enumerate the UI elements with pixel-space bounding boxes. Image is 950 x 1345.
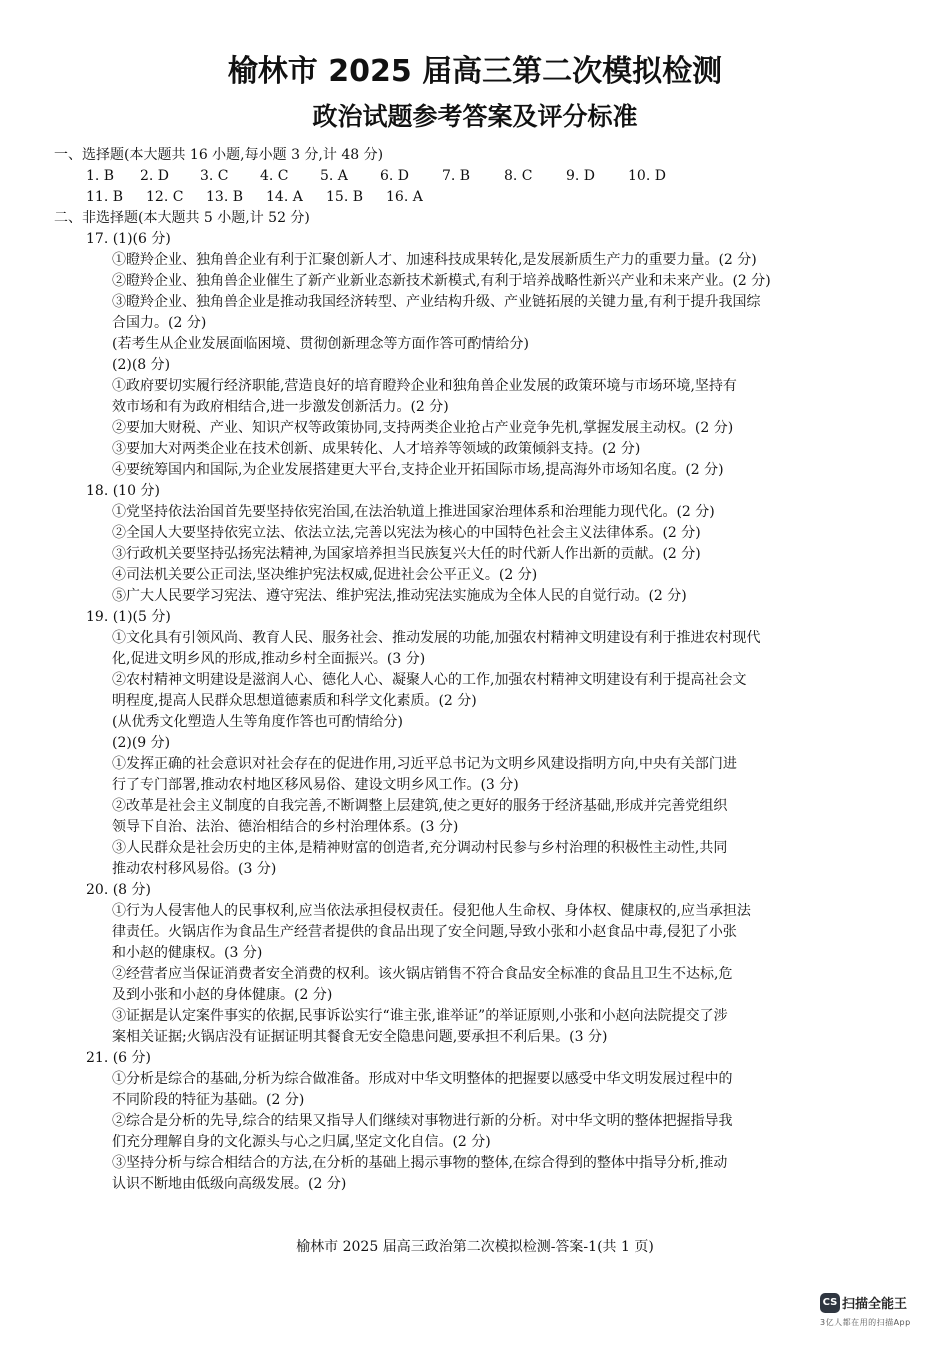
answer: 7. B [442,168,471,184]
answer-line: ①政府要切实履行经济职能,营造良好的培育瞪羚企业和独角兽企业发展的政策环境与市场环境,坚持有 [112,378,737,394]
answer-line: ②经营者应当保证消费者安全消费的权利。该火锅店销售不符合食品安全标准的食品且卫生不达标,危 [112,966,733,982]
q17-part1-heading: 17. (1)(6 分) [86,231,171,247]
answer-line: ④要统筹国内和国际,为企业发展搭建更大平台,支持企业开拓国际市场,提高海外市场知名度。(2 分) [112,462,724,478]
section2-heading: 二、非选择题(本大题共 5 小题,计 52 分) [54,210,310,226]
answer-line: ②农村精神文明建设是滋润人心、德化人心、凝聚人心的工作,加强农村精神文明建设有利于提高社会文 [112,672,747,688]
answer: 3. C [200,168,229,184]
answer: 14. A [266,189,303,205]
answer-line: ③证据是认定案件事实的依据,民事诉讼实行“谁主张,谁举证”的举证原则,小张和小赵向法院提交了涉 [112,1008,728,1024]
answer-line: ②改革是社会主义制度的自我完善,不断调整上层建筑,使之更好的服务于经济基础,形成并完善党组织 [112,798,728,814]
camscanner-logo-icon: CS [820,1293,840,1313]
answer-line: ⑤广大人民要学习宪法、遵守宪法、维护宪法,推动宪法实施成为全体人民的自觉行动。(2 分) [112,588,687,604]
answer-line: ③行政机关要坚持弘扬宪法精神,为国家培养担当民族复兴大任的时代新人作出新的贡献。(2 分) [112,546,701,562]
answer-line: 领导下自治、法治、德治相结合的乡村治理体系。(3 分) [112,819,459,835]
q20-heading: 20. (8 分) [86,882,151,898]
answer-line: 不同阶段的特征为基础。(2 分) [112,1092,305,1108]
scoring-note: (若考生从企业发展面临困境、贯彻创新理念等方面作答可酌情给分) [112,336,529,352]
answer: 13. B [206,189,244,205]
answer-line: ③坚持分析与综合相结合的方法,在分析的基础上揭示事物的整体,在综合得到的整体中指导分析,推动 [112,1155,728,1171]
answer-line: 律责任。火锅店作为食品生产经营者提供的食品出现了安全问题,导致小张和小赵食品中毒,侵犯了小张 [112,924,737,940]
answer-line: 化,促进文明乡风的形成,推动乡村全面振兴。(3 分) [112,651,426,667]
answer-line: ③瞪羚企业、独角兽企业是推动我国经济转型、产业结构升级、产业链拓展的关键力量,有利于提升我国综 [112,294,761,310]
answer-line: ③要加大对两类企业在技术创新、成果转化、人才培养等领域的政策倾斜支持。(2 分) [112,441,641,457]
answer-line: 认识不断地由低级向高级发展。(2 分) [112,1176,347,1192]
answer-line: 案相关证据;火锅店没有证据证明其餐食无安全隐患问题,要承担不利后果。(3 分) [112,1029,608,1045]
answer-line: ①党坚持依法治国首先要坚持依宪治国,在法治轨道上推进国家治理体系和治理能力现代化。(2 分) [112,504,715,520]
answer-line: 推动农村移风易俗。(3 分) [112,861,277,877]
answer-line: 和小赵的健康权。(3 分) [112,945,263,961]
answer: 6. D [380,168,410,184]
answer-line: 行了专门部署,推动农村地区移风易俗、建设文明乡风工作。(3 分) [112,777,519,793]
answer: 1. B [86,168,115,184]
answer: 11. B [86,189,124,205]
answer-line: 合国力。(2 分) [112,315,207,331]
answer: 8. C [504,168,533,184]
answer: 5. A [320,168,348,184]
answer-line: ①发挥正确的社会意识对社会存在的促进作用,习近平总书记为文明乡风建设指明方向,中央有关部门进 [112,756,737,772]
answers-row-2 [86,187,446,208]
answer-line: ②综合是分析的先导,综合的结果又指导人们继续对事物进行新的分析。对中华文明的整体把握指导我 [112,1113,733,1129]
answer: 9. D [566,168,596,184]
answer-line: ①瞪羚企业、独角兽企业有利于汇聚创新人才、加速科技成果转化,是发展新质生产力的重要力量。(2 分) [112,252,757,268]
q19-part2-heading: (2)(9 分) [112,735,171,751]
watermark-slogan: 3亿人都在用的扫描App [820,1317,911,1327]
answer-line: ①分析是综合的基础,分析为综合做准备。形成对中华文明整体的把握要以感受中华文明发展过程中的 [112,1071,733,1087]
answer: 12. C [146,189,184,205]
page-title: 榆林市 2025 届高三第二次模拟检测 [227,54,723,89]
answer-line: ①文化具有引领风尚、教育人民、服务社会、推动发展的功能,加强农村精神文明建设有利于推进农村现代 [112,630,761,646]
q18-heading: 18. (10 分) [86,483,160,499]
answer-line: 明程度,提高人民群众思想道德素质和科学文化素质。(2 分) [112,693,477,709]
page-footer: 榆林市 2025 届高三政治第二次模拟检测-答案-1(共 1 页) [296,1239,654,1255]
watermark-app-name: 扫描全能王 [842,1297,908,1312]
answer: 16. A [386,189,423,205]
q21-heading: 21. (6 分) [86,1050,151,1066]
answer: 15. B [326,189,364,205]
page-subtitle: 政治试题参考答案及评分标准 [312,102,638,131]
answer-line: ②全国人大要坚持依宪立法、依法立法,完善以宪法为核心的中国特色社会主义法律体系。(2 分) [112,525,701,541]
scoring-note: (从优秀文化塑造人生等角度作答也可酌情给分) [112,714,403,730]
q19-part1-heading: 19. (1)(5 分) [86,609,171,625]
answer-line: ③人民群众是社会历史的主体,是精神财富的创造者,充分调动村民参与乡村治理的积极性主动性,共同 [112,840,728,856]
answers-row-1 [86,166,690,187]
section1-heading: 一、选择题(本大题共 16 小题,每小题 3 分,计 48 分) [54,147,384,163]
answer-line: 及到小张和小赵的身体健康。(2 分) [112,987,333,1003]
scanner-watermark [820,1292,940,1328]
answer: 10. D [628,168,666,184]
answer-line: ④司法机关要公正司法,坚决维护宪法权威,促进社会公平正义。(2 分) [112,567,538,583]
answer: 4. C [260,168,289,184]
answer-line: 效市场和有为政府相结合,进一步激发创新活力。(2 分) [112,399,449,415]
answer-line: ①行为人侵害他人的民事权利,应当依法承担侵权责任。侵犯他人生命权、身体权、健康权的,应当承担法 [112,903,751,919]
q17-part2-heading: (2)(8 分) [112,357,171,373]
answer-line: 们充分理解自身的文化源头与心之归属,坚定文化自信。(2 分) [112,1134,491,1150]
answer: 2. D [140,168,170,184]
answer-line: ②瞪羚企业、独角兽企业催生了新产业新业态新技术新模式,有利于培养战略性新兴产业和未来产业。(2 分) [112,273,771,289]
answer-line: ②要加大财税、产业、知识产权等政策协同,支持两类企业抢占产业竞争先机,掌握发展主动权。(2 分) [112,420,734,436]
